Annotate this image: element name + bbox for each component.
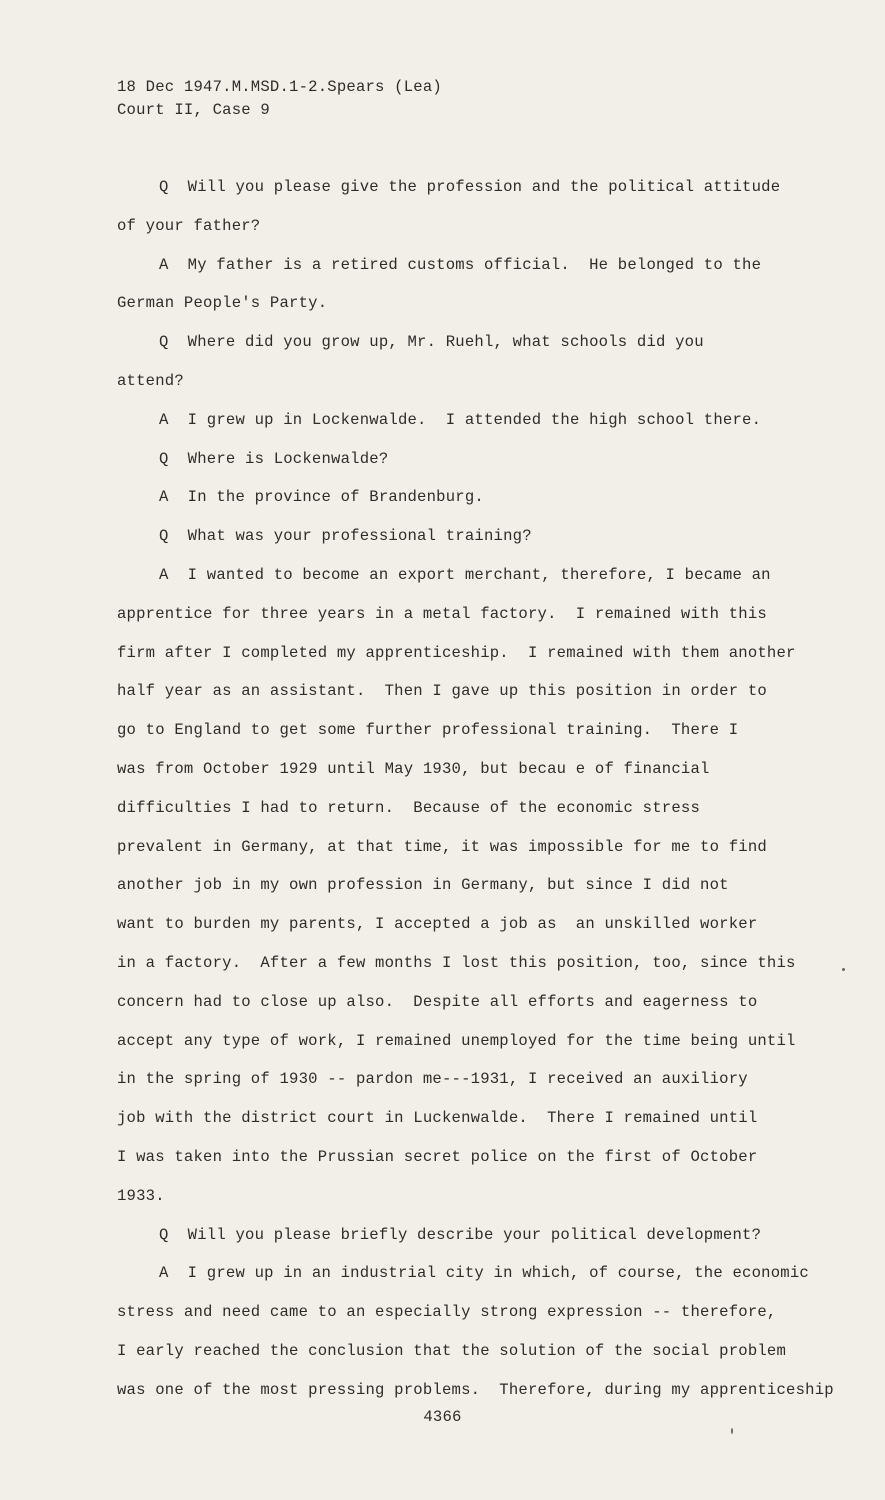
transcript-line: A I wanted to become an export merchant, therefore, I became an — [159, 565, 771, 584]
transcript-line: A My father is a retired customs official. He belonged to the — [159, 255, 762, 274]
transcript-line: difficulties I had to return. Because of the economic stress — [117, 798, 701, 817]
transcript-line: A I grew up in Lockenwalde. I attended the high school there. — [159, 410, 762, 429]
transcript-line: Q Will you please give the profession and the political attitude — [159, 178, 781, 196]
transcript-line: accept any type of work, I remained unemployed for the time being until — [117, 1031, 796, 1050]
transcript-line: prevalent in Germany, at that time, it was impossible for me to find — [117, 837, 767, 856]
transcript-line: A I grew up in an industrial city in which, of course, the economic — [159, 1264, 809, 1283]
transcript-line: A In the province of Brandenburg. — [159, 488, 484, 507]
transcript-body — [117, 168, 847, 1410]
transcript-line: Q What was your professional training? — [159, 527, 532, 546]
paper-speck — [842, 968, 845, 971]
transcript-line: Q Where is Lockenwalde? — [159, 449, 389, 468]
transcript-line: want to burden my parents, I accepted a job as an unskilled worker — [117, 915, 758, 934]
transcript-line: Q Will you please briefly describe your political development? — [159, 1225, 762, 1244]
paper-speck — [731, 1428, 733, 1434]
header-date-line: 18 Dec 1947.M.MSD.1-2.Spears (Lea) — [117, 78, 442, 96]
transcript-line: was from October 1929 until May 1930, but becau e of financial — [117, 759, 710, 778]
transcript-line: in a factory. After a few months I lost this position, too, since this — [117, 953, 796, 972]
document-header — [117, 76, 442, 122]
transcript-line: apprentice for three years in a metal factory. I remained with this — [117, 604, 767, 623]
transcript-line: I early reached the conclusion that the solution of the social problem — [117, 1341, 787, 1360]
transcript-line: stress and need came to an especially strong expression -- therefore, — [117, 1303, 777, 1322]
transcript-line: attend? — [117, 371, 184, 390]
transcript-line: German People's Party. — [117, 294, 328, 313]
transcript-line: job with the district court in Luckenwalde. There I remained until — [117, 1109, 758, 1128]
transcript-line: concern had to close up also. Despite all efforts and eagerness to — [117, 992, 758, 1011]
transcript-line: firm after I completed my apprenticeship. I remained with them another — [117, 643, 796, 662]
transcript-line: half year as an assistant. Then I gave up this position in order to — [117, 682, 767, 701]
transcript-line: 1933. — [117, 1186, 165, 1205]
transcript-line: in the spring of 1930 -- pardon me---1931, I received an auxiliory — [117, 1070, 748, 1089]
transcript-line: another job in my own profession in Germany, but since I did not — [117, 876, 729, 895]
transcript-line: go to England to get some further professional training. There I — [117, 721, 739, 740]
transcript-line: Q Where did you grow up, Mr. Ruehl, what schools did you — [159, 333, 704, 352]
transcript-line: I was taken into the Prussian secret police on the first of October — [117, 1147, 758, 1166]
page-number: 4366 — [423, 1408, 462, 1426]
header-court-line: Court II, Case 9 — [117, 101, 270, 119]
transcript-line: was one of the most pressing problems. Therefore, during my apprenticeship — [117, 1380, 834, 1399]
transcript-line: of your father? — [117, 216, 261, 235]
